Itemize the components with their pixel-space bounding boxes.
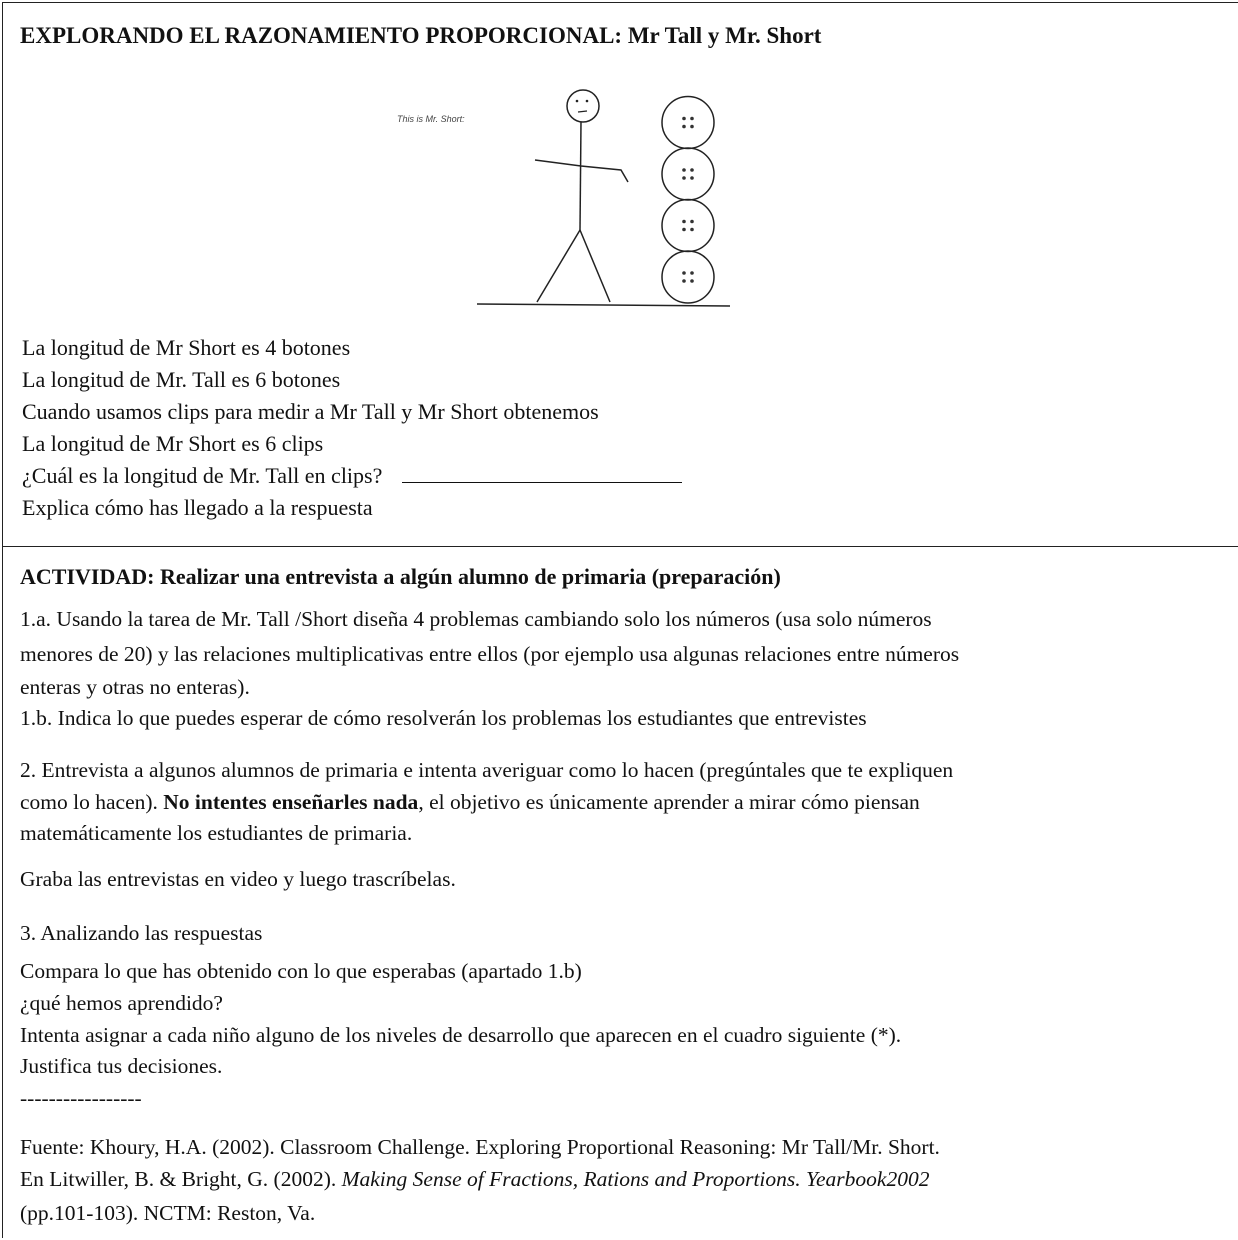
button-hole — [690, 125, 694, 129]
activity-2-line — [20, 787, 1238, 817]
problem-line: Explica cómo has llegado a la respuesta — [22, 495, 373, 520]
section-divider — [2, 546, 1238, 547]
button-hole — [682, 271, 686, 275]
activity-1a-line: 1.a. Usando la tarea de Mr. Tall /Short diseña 4 problemas cambiando solo los números (usa solo números — [20, 607, 932, 631]
button-hole — [682, 279, 686, 283]
activity-title: ACTIVIDAD: Realizar una entrevista a algún alumno de primaria (preparación) — [20, 564, 781, 589]
source-book-title: Making Sense of Fractions, Rations and Proportions. Yearbook2002 — [341, 1167, 930, 1191]
page-title: EXPLORANDO EL RAZONAMIENTO PROPORCIONAL: Mr Tall y Mr. Short — [20, 23, 822, 48]
separator-dashes: ----------------- — [20, 1086, 142, 1110]
button-hole — [682, 220, 686, 224]
stick-figure-head — [567, 90, 599, 122]
button-hole — [690, 176, 694, 180]
activity-2-text: , el objetivo es únicamente aprender a mirar cómo piensan — [418, 790, 920, 814]
source-line: (pp.101-103). NCTM: Reston, Va. — [20, 1201, 316, 1225]
activity-3-title: 3. Analizando las respuestas — [20, 921, 263, 945]
stick-figure-eye — [576, 100, 579, 103]
button-icon — [662, 200, 714, 252]
button-icon — [662, 148, 714, 200]
problem-line: La longitud de Mr Short es 6 clips — [22, 431, 324, 456]
problem-line: Cuando usamos clips para medir a Mr Tall y Mr Short obtenemos — [22, 399, 599, 424]
button-hole — [690, 220, 694, 224]
activity-3-line: Compara lo que has obtenido con lo que esperabas (apartado 1.b) — [20, 959, 582, 983]
source-line — [20, 1164, 1238, 1194]
button-hole — [682, 168, 686, 172]
activity-1a-line: enteras y otras no enteras). — [20, 675, 250, 699]
activity-2-text: como lo hacen). — [20, 790, 164, 814]
mr-short-illustration — [395, 70, 740, 310]
problem-line: La longitud de Mr Short es 4 botones — [22, 335, 351, 360]
activity-2-line: matemáticamente los estudiantes de primaria. — [20, 821, 413, 845]
problem-line: La longitud de Mr. Tall es 6 botones — [22, 367, 341, 392]
button-hole — [690, 228, 694, 232]
stick-figure-eye — [586, 100, 589, 103]
question-text: ¿Cuál es la longitud de Mr. Tall en clips? — [22, 463, 383, 488]
button-hole — [682, 125, 686, 129]
activity-1a-line: menores de 20) y las relaciones multiplicativas entre ellos (por ejemplo usa algunas relaciones entre números — [20, 642, 960, 666]
activity-record-line: Graba las entrevistas en video y luego trascríbelas. — [20, 867, 456, 891]
button-hole — [682, 228, 686, 232]
illustration-caption: This is Mr. Short: — [397, 114, 465, 124]
button-stack — [662, 97, 714, 304]
stick-figure-body — [580, 122, 581, 230]
stick-figure-drawing — [395, 70, 740, 310]
source-line: Fuente: Khoury, H.A. (2002). Classroom Challenge. Exploring Proportional Reasoning: Mr Tall/Mr. Short. — [20, 1135, 940, 1159]
activity-3-line: Justifica tus decisiones. — [20, 1054, 223, 1078]
activity-3-line: ¿qué hemos aprendido? — [20, 991, 223, 1015]
activity-2-line: 2. Entrevista a algunos alumnos de primaria e intenta averiguar como lo hacen (pregúntales que te expliquen — [20, 758, 954, 782]
answer-blank[interactable] — [402, 462, 682, 483]
button-icon — [662, 251, 714, 303]
question-line — [22, 460, 682, 492]
activity-2-emphasis: No intentes enseñarles nada — [163, 790, 419, 814]
activity-3-line: Intenta asignar a cada niño alguno de los niveles de desarrollo que aparecen en el cuadro siguiente (*). — [20, 1023, 902, 1047]
button-hole — [690, 271, 694, 275]
button-hole — [690, 279, 694, 283]
button-icon — [662, 97, 714, 149]
source-text: En Litwiller, B. & Bright, G. (2002). — [20, 1167, 342, 1191]
stick-figure-leg — [580, 230, 610, 302]
button-hole — [690, 117, 694, 121]
button-hole — [690, 168, 694, 172]
button-hole — [682, 176, 686, 180]
stick-figure-arms — [535, 160, 628, 182]
stick-figure-leg — [537, 230, 580, 302]
button-hole — [682, 117, 686, 121]
ground-line — [477, 304, 730, 306]
activity-1b-line: 1.b. Indica lo que puedes esperar de cómo resolverán los problemas los estudiantes que entrevistes — [20, 706, 867, 730]
stick-figure-mouth — [578, 111, 587, 112]
